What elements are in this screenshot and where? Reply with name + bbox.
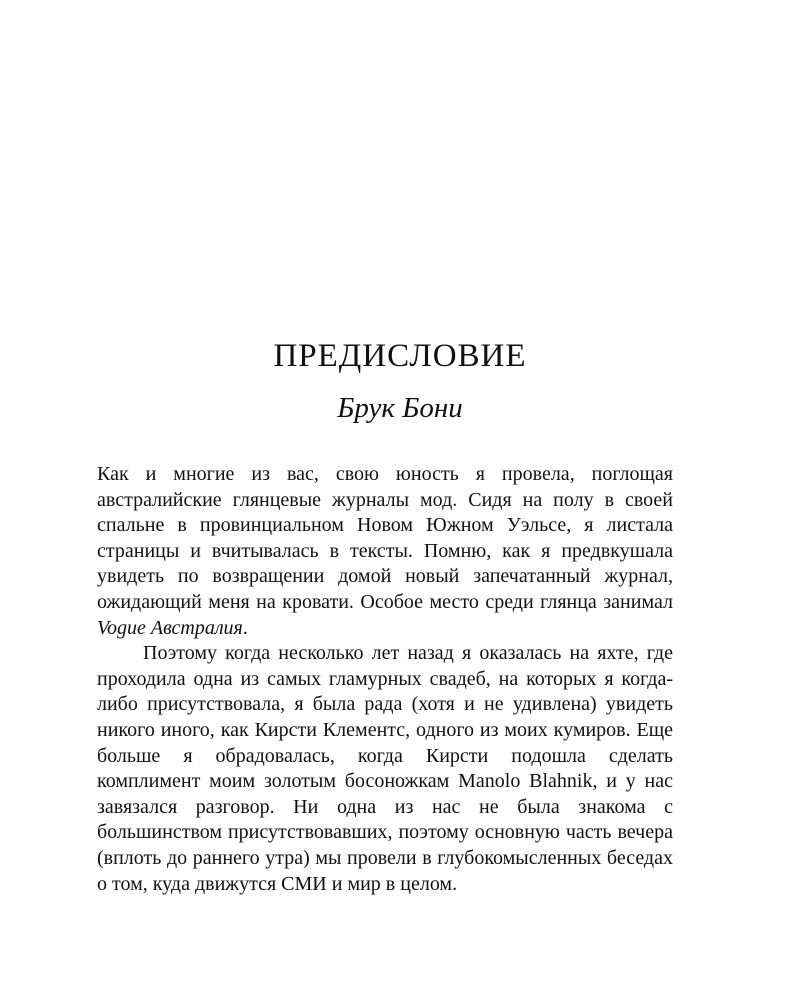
paragraph-1-text: Как и многие из вас, свою юность я провела, поглощая австралийские глянцевые журналы мод. Сидя на полу в своей спальне в провинциальном Новом Южном Уэльсе, я листала страницы и вчитывалась в тексты. Помню, как я предвкушала увидеть по возвращении домой новый запечатанный журнал, ожидающий меня на кровати. Особое место среди глянца занимал (97, 463, 673, 613)
chapter-title: ПРЕДИСЛОВИЕ (273, 338, 527, 374)
body-text (97, 462, 673, 897)
chapter-author: Брук Бони (337, 392, 463, 424)
paragraph-1-end: . (242, 616, 248, 639)
paragraph-1 (97, 462, 673, 641)
magazine-title: Vogue Австралия (97, 616, 243, 639)
paragraph-2: Поэтому когда несколько лет назад я оказалась на яхте, где проходила одна из самых гламурных свадеб, на которых я когда-либо присутствовала, я была рада (хотя и не удивлена) увидеть никого иного, как Кирсти Клементс, одного из моих кумиров. Еще больше я обрадовалась, когда Кирсти подошла сделать комплимент моим золотым босоножкам Manolo Blahnik, и у нас завязался разговор. Ни одна из нас не была знакома с большинством присутствовавших, поэтому основную часть вечера (вплоть до раннего утра) мы провели в глубокомысленных беседах о том, куда движутся СМИ и мир в целом. (97, 642, 673, 895)
